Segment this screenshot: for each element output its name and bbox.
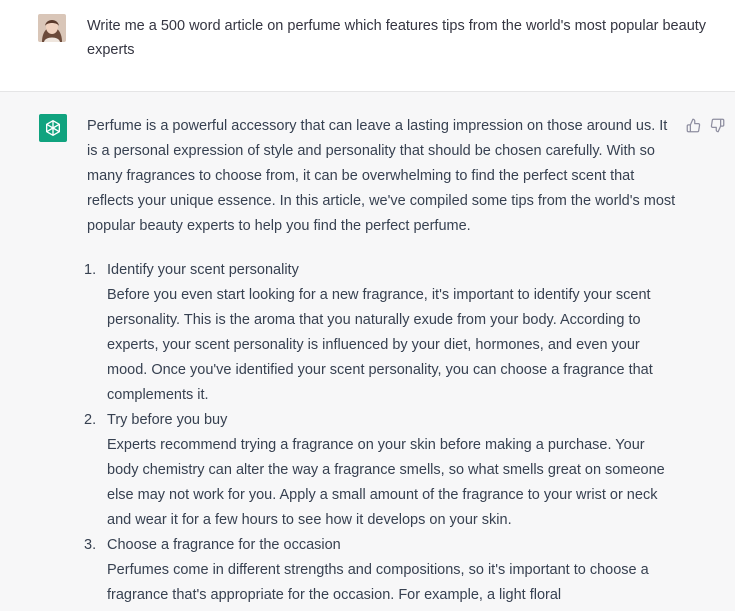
list-item-title: Choose a fragrance for the occasion xyxy=(107,537,341,553)
thumbs-down-icon xyxy=(710,118,725,133)
thumbs-down-button[interactable] xyxy=(709,117,725,133)
tips-list xyxy=(84,258,677,608)
list-item xyxy=(84,408,677,533)
feedback-buttons xyxy=(685,117,725,133)
thumbs-up-button[interactable] xyxy=(685,117,701,133)
list-item-title: Try before you buy xyxy=(107,412,228,428)
list-item-number: 3. xyxy=(84,537,97,553)
list-item-number: 1. xyxy=(84,262,97,278)
assistant-intro-paragraph: Perfume is a powerful accessory that can leave a lasting impression on those around us. It is a personal expression of style and personality that should be chosen carefully. With so many fragrances to choose from, it can be overwhelming to find the perfect scent that reflects your unique essence. In this article, we've compiled some tips from the world's most popular beauty experts to help you find the perfect perfume. xyxy=(87,118,676,234)
thumbs-up-icon xyxy=(686,118,701,133)
list-item xyxy=(84,533,677,608)
list-item-body: Experts recommend trying a fragrance on your skin before making a purchase. Your body chemistry can alter the way a fragrance smells, so what smells great on someone else may not work for you. Apply a small amount of the fragrance to your wrist or neck and wear it for a few hours to see how it develops on your skin. xyxy=(107,437,665,528)
list-item xyxy=(84,258,677,408)
assistant-message-content xyxy=(84,114,677,608)
openai-logo-icon xyxy=(43,118,63,138)
list-item-number: 2. xyxy=(84,412,97,428)
user-avatar xyxy=(38,14,66,42)
user-message-row xyxy=(0,0,735,92)
list-item-title: Identify your scent personality xyxy=(107,262,299,278)
bot-avatar xyxy=(39,114,67,142)
user-avatar-photo xyxy=(38,14,66,42)
assistant-message-row xyxy=(0,92,735,611)
user-message-text: Write me a 500 word article on perfume which features tips from the world's most popular beauty experts xyxy=(87,18,707,58)
list-item-body: Before you even start looking for a new fragrance, it's important to identify your scent personality. This is the aroma that you naturally exude from your body. According to experts, your scent personality is influenced by your diet, hormones, and even your mood. Once you've identified your scent personality, you can choose a fragrance that complements it. xyxy=(107,287,653,403)
list-item-body: Perfumes come in different strengths and compositions, so it's important to choose a fragrance that's appropriate for the occasion. For example, a light floral xyxy=(107,562,649,603)
